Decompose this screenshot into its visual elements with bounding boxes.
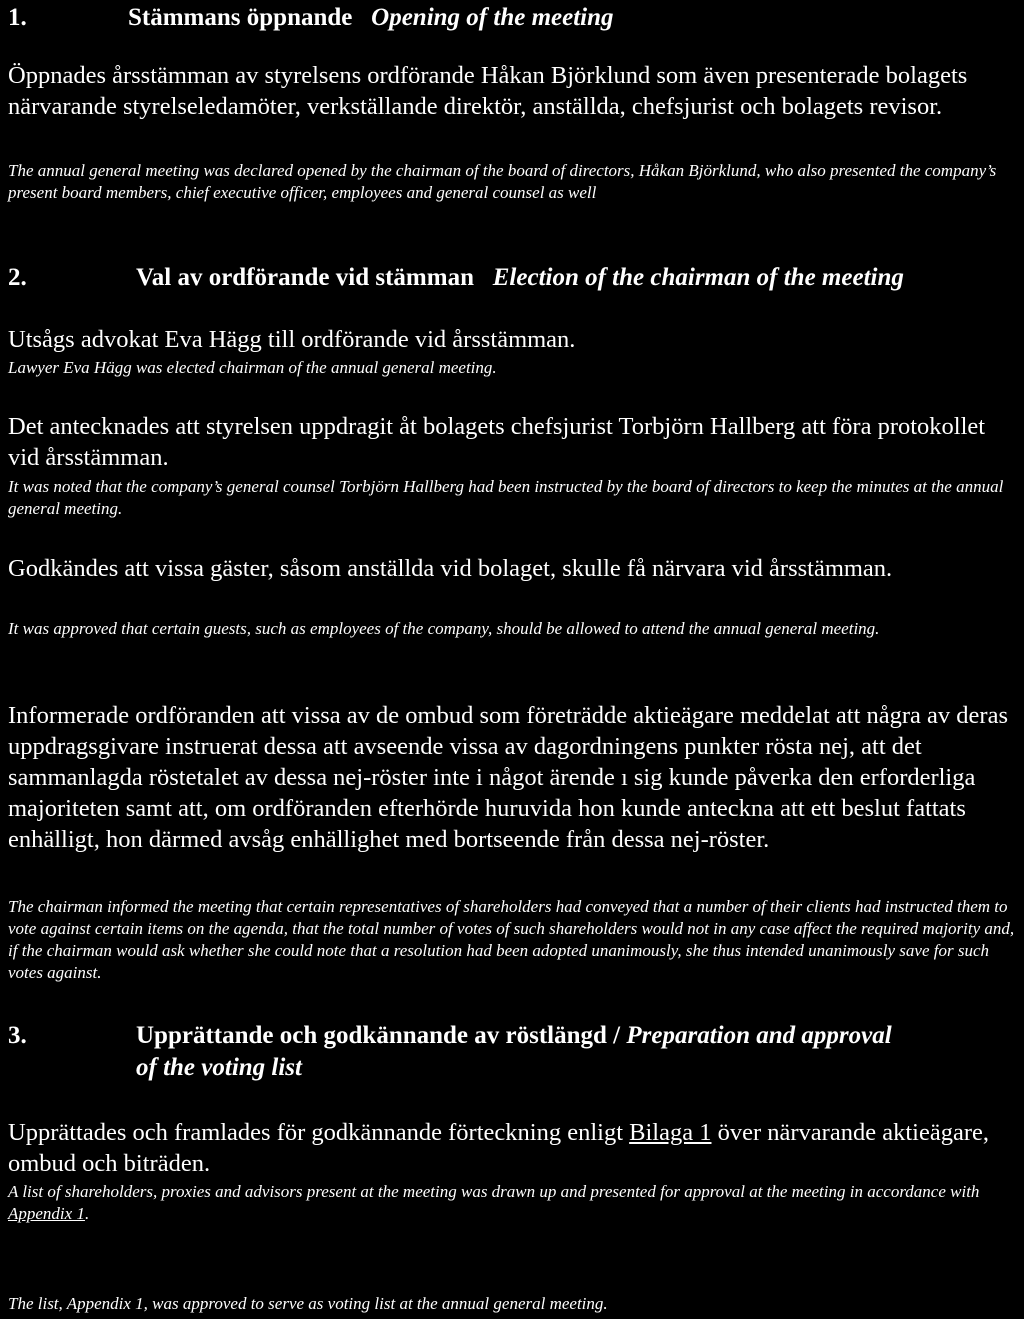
- bilaga-1-reference: Bilaga 1: [629, 1119, 712, 1146]
- section-3-title-en-line1: Preparation and approval: [626, 1022, 892, 1049]
- section-3-title-en-line2: of the voting list: [136, 1054, 302, 1081]
- section-1-title-sv: Stämmans öppnande: [128, 4, 353, 31]
- section-2-paragraph-1-en: Lawyer Eva Hägg was elected chairman of the annual general meeting.: [8, 358, 497, 377]
- appendix-1-reference: Appendix 1: [8, 1204, 85, 1223]
- section-3-paragraph-sv: Upprättades och framlades för godkännande förteckning enligt Bilaga 1 över närvarande aktieägare, ombud och biträden.: [8, 1119, 989, 1177]
- section-3-title-sv: Upprättande och godkännande av röstlängd /: [136, 1022, 621, 1049]
- section-2-number: 2.: [8, 264, 27, 291]
- section-2-paragraph-1-sv: Utsågs advokat Eva Hägg till ordförande vid årsstämman.: [8, 326, 576, 353]
- section-3-paragraph-en: A list of shareholders, proxies and advisors present at the meeting was drawn up and presented for approval at the meeting in accordance with Appendix 1.: [8, 1182, 980, 1223]
- section-2-paragraph-3-en: It was approved that certain guests, such as employees of the company, should be allowed to attend the annual general meeting.: [8, 619, 880, 638]
- section-2-paragraph-4-en: The chairman informed the meeting that certain representatives of shareholders had conveyed that a number of their clients had instructed them to vote against certain items on the agenda, that the total number of votes of such shareholders would not in any case affect the required majority and, if the chairman would ask whether she could note that a resolution had been adopted unanimously, she thus intended unanimously save for such votes against.: [8, 897, 1015, 982]
- section-3-closing-en: The list, Appendix 1, was approved to serve as voting list at the annual general meeting.: [8, 1294, 608, 1313]
- section-2-title-sv: Val av ordförande vid stämman: [136, 264, 474, 291]
- section-2-paragraph-4-sv: Informerade ordföranden att vissa av de ombud som företrädde aktieägare meddelat att några av deras uppdragsgivare instruerat dessa att avseende vissa av dagordningens punkter rösta nej, att det sammanlagda röstetalet av dessa nej-röster inte i något ärende ı sig kunde påverka den erforderliga majoriteten samt att, om ordföranden efterhörde huruvida hon kunde anteckna att ett beslut fattats enhälligt, hon därmed avsåg enhällighet med bortseende från dessa nej-röster.: [8, 702, 1008, 853]
- section-1-paragraph-en: The annual general meeting was declared opened by the chairman of the board of directors, Håkan Björklund, who also presented the company’s present board members, chief executive officer, employees and general counsel as well: [8, 161, 997, 202]
- section-1-number: 1.: [8, 4, 27, 31]
- section-3-number: 3.: [8, 1022, 27, 1049]
- section-1-paragraph-sv: Öppnades årsstämman av styrelsens ordförande Håkan Björklund som även presenterade bolagets närvarande styrelseledamöter, verkställande direktör, anställda, chefsjurist och bolagets revisor.: [8, 62, 968, 120]
- section-2-paragraph-3-sv: Godkändes att vissa gäster, såsom anställda vid bolaget, skulle få närvara vid årsstämman.: [8, 555, 893, 582]
- section-2-paragraph-2-sv: Det antecknades att styrelsen uppdragit åt bolagets chefsjurist Torbjörn Hallberg att föra protokollet vid årsstämman.: [8, 413, 986, 471]
- section-2-paragraph-2-en: It was noted that the company’s general counsel Torbjörn Hallberg had been instructed by the board of directors to keep the minutes at the annual general meeting.: [8, 477, 1004, 518]
- section-2-title-en: Election of the chairman of the meeting: [492, 264, 904, 291]
- section-1-title-en: Opening of the meeting: [371, 4, 614, 31]
